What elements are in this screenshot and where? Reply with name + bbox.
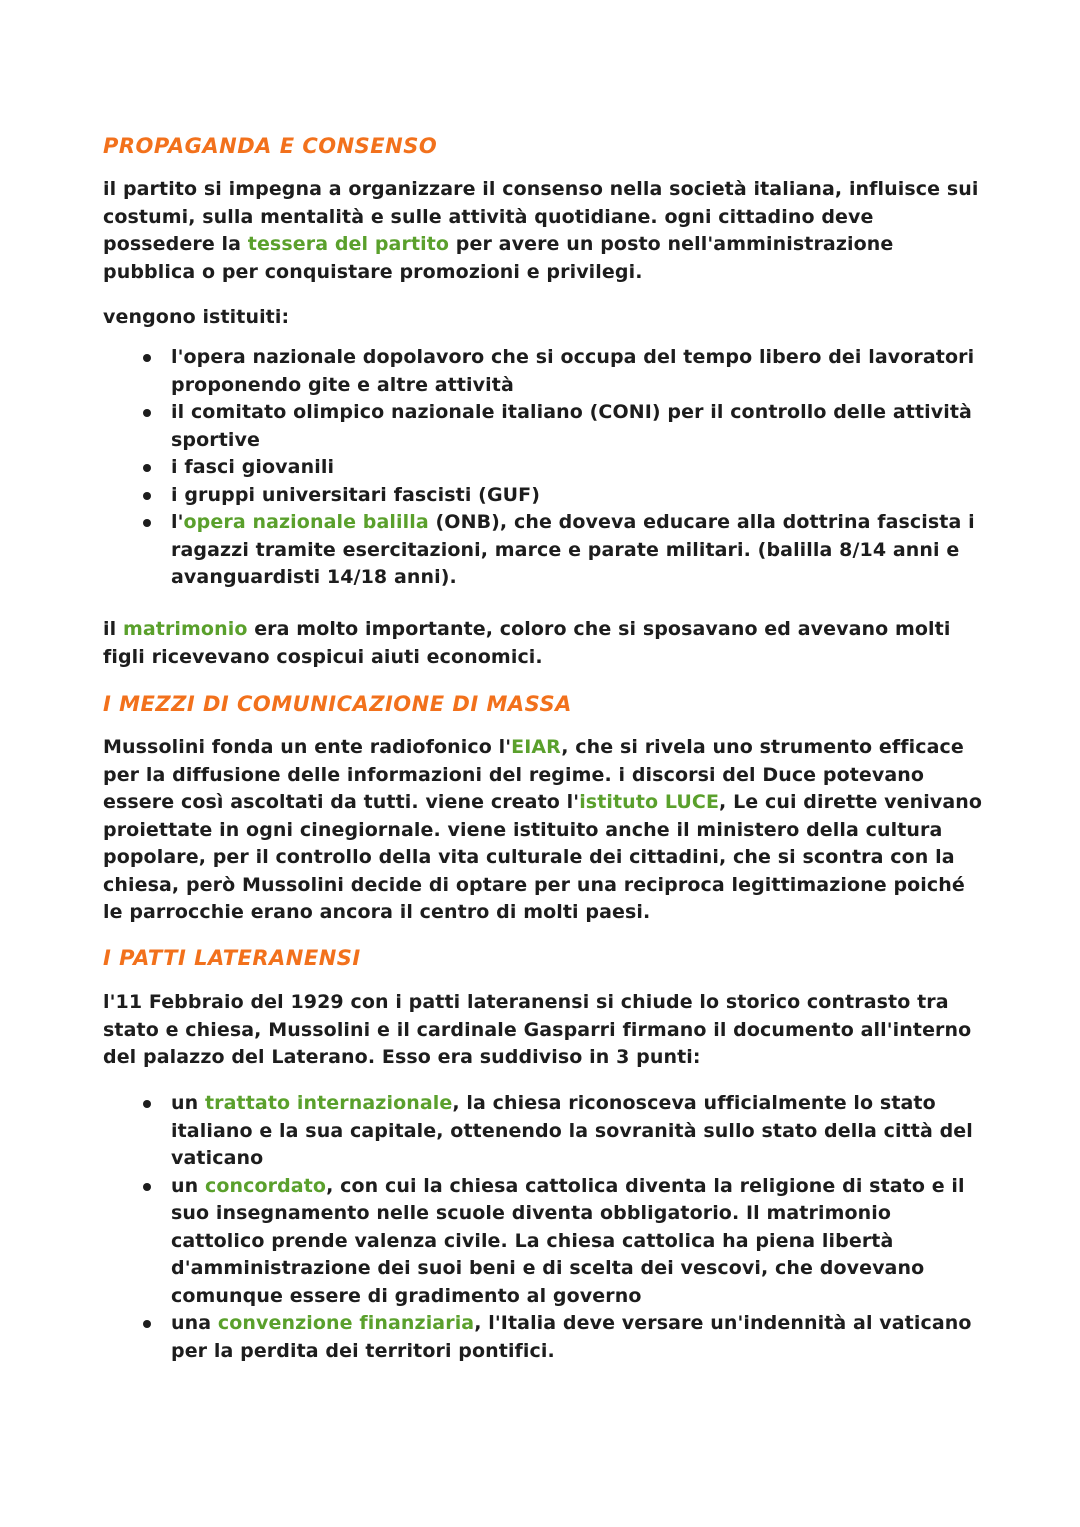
- highlight-trattato: trattato internazionale: [204, 1092, 453, 1114]
- list-item: [103, 1310, 983, 1365]
- list-item-text: i fasci giovanili: [171, 456, 335, 478]
- list-item-text: i gruppi universitari fascisti (GUF): [171, 483, 541, 506]
- list-item: [103, 1090, 983, 1173]
- list-item: [103, 454, 983, 482]
- list-item: [103, 482, 983, 510]
- list-item-text: l'opera nazionale dopolavoro che si occupa del tempo libero dei lavoratori proponendo gite e altre attività: [171, 346, 975, 396]
- highlight-convenzione: convenzione finanziaria: [217, 1312, 475, 1334]
- paragraph-text: il: [103, 618, 123, 640]
- list-item-text: un: [171, 1092, 205, 1114]
- list-item-text: , con cui la chiesa cattolica diventa la religione di stato e il suo insegnamento nelle scuole diventa obbligatorio. Il matrimonio cattolico prende valenza civile. La chiesa cattolica ha piena libertà d'amministrazione dei suoi beni e di scelta dei vescovi, che dovevano comunque essere di gradimento al governo: [171, 1174, 965, 1307]
- list-item: [103, 1173, 983, 1311]
- highlight-concordato: concordato: [204, 1174, 327, 1197]
- highlight-matrimonio: matrimonio: [122, 618, 248, 640]
- bullet-icon: [143, 1183, 151, 1191]
- bullet-icon: [143, 354, 151, 362]
- list-item-text: (ONB), che doveva educare alla dottrina fascista i ragazzi tramite esercitazioni, marce e parate militari. (balilla 8/14 anni e avanguardisti 14/18 anni).: [171, 511, 975, 588]
- bullet-icon: [143, 464, 151, 472]
- paragraph-propaganda-intro: [103, 176, 983, 286]
- paragraph-text: , Le cui dirette venivano proiettate in ogni cinegiornale. viene istituito anche il ministero della cultura popolare, per il controllo della vita culturale dei cittadini, che si scontra con la chiesa, però Mussolini decide di optare per una reciproca legittimazione poiché le parrocchie erano ancora il centro di molti paesi.: [103, 791, 983, 923]
- list-item-text: , l'Italia deve versare un'indennità al vaticano per la perdita dei territori pontifici.: [171, 1312, 972, 1362]
- highlight-balilla: opera nazionale balilla: [183, 511, 429, 533]
- paragraph-patti: l'11 Febbraio del 1929 con i patti lateranensi si chiude lo storico contrasto tra stato e chiesa, Mussolini e il cardinale Gasparri firmano il documento all'interno del palazzo del Laterano. Esso era suddiviso in 3 punti:: [103, 991, 972, 1068]
- paragraph-vengono: vengono istituiti:: [103, 306, 290, 328]
- paragraph-text: Mussolini fonda un ente radiofonico l': [103, 736, 512, 758]
- bullet-icon: [143, 492, 151, 500]
- list-punti: [103, 1090, 983, 1365]
- bullet-icon: [143, 409, 151, 417]
- bullet-icon: [143, 519, 151, 527]
- highlight-eiar: EIAR: [511, 736, 562, 758]
- bullet-icon: [143, 1100, 151, 1108]
- list-item: [103, 344, 983, 399]
- list-istituti: [103, 344, 983, 592]
- list-item-text: un: [171, 1174, 205, 1197]
- list-item-text: il comitato olimpico nazionale italiano (CONI) per il controllo delle attività sportive: [171, 401, 972, 451]
- section-title-patti: I PATTI LATERANENSI: [103, 946, 361, 970]
- paragraph-matrimonio: [103, 616, 983, 671]
- paragraph-text: , che si rivela uno strumento efficace per la diffusione delle informazioni del regime. i discorsi del Duce potevano essere così ascoltati da tutti. viene creato l': [103, 736, 964, 813]
- list-item-text: , la chiesa riconosceva ufficialmente lo stato italiano e la sua capitale, ottenendo la sovranità sullo stato della città del vaticano: [171, 1092, 973, 1169]
- paragraph-text: era molto importante, coloro che si sposavano ed avevano molti figli ricevevano cospicui aiuti economici.: [103, 618, 951, 668]
- paragraph-text: il partito si impegna a organizzare il consenso nella società italiana, influisce sui costumi, sulla mentalità e sulle attività quotidiane. ogni cittadino deve possedere la: [103, 178, 979, 255]
- paragraph-mezzi: [103, 734, 983, 927]
- list-item: [103, 399, 983, 454]
- bullet-icon: [143, 1320, 151, 1328]
- section-title-propaganda: PROPAGANDA E CONSENSO: [103, 134, 438, 158]
- list-item-text: l': [171, 511, 184, 533]
- list-item: [103, 509, 983, 592]
- section-title-mezzi: I MEZZI DI COMUNICAZIONE DI MASSA: [103, 692, 572, 716]
- paragraph-text: per avere un posto nell'amministrazione pubblica o per conquistare promozioni e privilegi.: [103, 233, 894, 283]
- list-item-text: una: [171, 1312, 218, 1334]
- highlight-tessera: tessera del partito: [247, 233, 450, 255]
- highlight-luce: istituto LUCE: [579, 791, 720, 813]
